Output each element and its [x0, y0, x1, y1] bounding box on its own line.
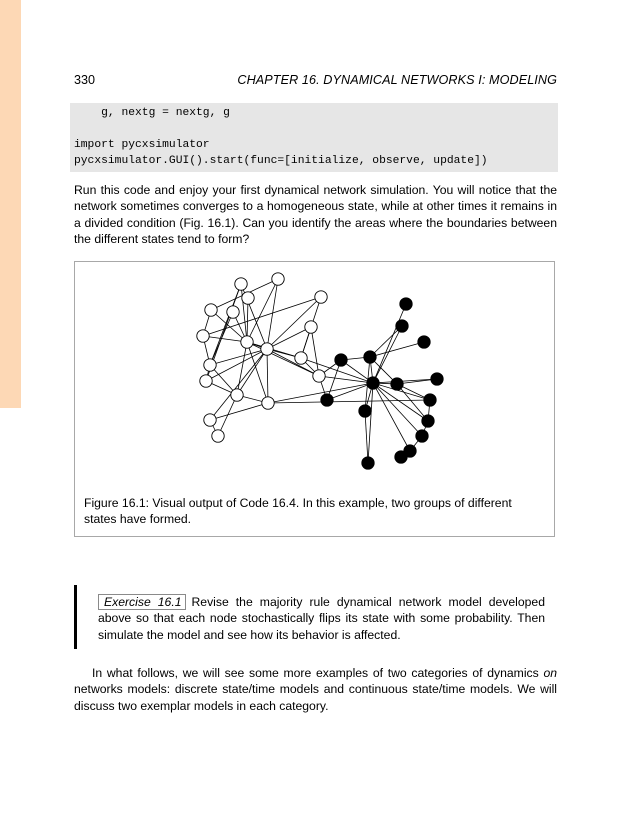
- code-line: pycxsimulator.GUI().start(func=[initialize, observe, update]): [74, 155, 488, 167]
- code-line: import pycxsimulator: [74, 139, 210, 151]
- network-node-white: [204, 414, 216, 426]
- network-node-white: [305, 321, 317, 333]
- network-edge: [247, 342, 319, 376]
- network-node-black: [395, 451, 407, 463]
- exercise-text: Revise the majority rule dynamical network model developed above so that each node stochastically flips its state with some probability. Then simulate the model and see how its behavior is affected.: [98, 595, 545, 642]
- network-edge: [203, 297, 321, 336]
- network-node-white: [313, 370, 325, 382]
- network-node-white: [212, 430, 224, 442]
- network-node-white: [227, 306, 239, 318]
- network-node-white: [241, 336, 253, 348]
- network-node-black: [367, 377, 379, 389]
- network-node-white: [197, 330, 209, 342]
- network-node-black: [321, 394, 333, 406]
- exercise-block: [98, 594, 545, 643]
- network-node-white: [235, 278, 247, 290]
- side-tab: [0, 0, 21, 408]
- network-node-white: [205, 304, 217, 316]
- network-node-black: [335, 354, 347, 366]
- network-node-white: [231, 389, 243, 401]
- network-edge: [267, 327, 311, 349]
- paragraph-text: networks models: discrete state/time models and continuous state/time models. We will discuss two exemplar models in each category.: [74, 682, 557, 713]
- network-edge: [267, 349, 319, 376]
- network-edge: [218, 395, 237, 436]
- page-number: 330: [74, 73, 96, 87]
- code-block: [70, 103, 558, 172]
- network-node-black: [396, 320, 408, 332]
- body-paragraph: Run this code and enjoy your first dynamical network simulation. You will notice that the network sometimes converges to a homogeneous state, while at other times it remains in a divided condition (Fig. 16.1). Can you identify the areas where the boundaries between the different states tend to form?: [74, 183, 557, 247]
- network-edge: [268, 400, 430, 403]
- network-edge: [365, 411, 368, 463]
- network-edge: [373, 379, 437, 383]
- chapter-title: CHAPTER 16. DYNAMICAL NETWORKS I: MODELING: [237, 73, 557, 87]
- page-header: [74, 73, 557, 91]
- figure-caption: Figure 16.1: Visual output of Code 16.4. In this example, two groups of different states have formed.: [84, 496, 512, 527]
- network-node-white: [200, 375, 212, 387]
- network-node-white: [315, 291, 327, 303]
- network-node-black: [422, 415, 434, 427]
- exercise-bar: [74, 585, 77, 649]
- network-node-white: [261, 343, 273, 355]
- exercise-label: Exercise 16.1: [98, 594, 186, 610]
- network-node-white: [295, 352, 307, 364]
- network-edge: [267, 349, 268, 403]
- figure-16-1: [74, 261, 555, 537]
- network-edge: [210, 349, 267, 420]
- network-node-white: [204, 359, 216, 371]
- network-node-black: [418, 336, 430, 348]
- network-diagram: [75, 262, 554, 490]
- network-node-black: [364, 351, 376, 363]
- network-node-black: [391, 378, 403, 390]
- code-line: g, nextg = nextg, g: [74, 107, 230, 119]
- network-edge: [373, 304, 406, 383]
- paragraph-text: In what follows, we will see some more examples of two categories of dynamics: [92, 666, 544, 680]
- network-edge: [203, 336, 247, 342]
- network-node-black: [359, 405, 371, 417]
- network-node-black: [424, 394, 436, 406]
- network-node-white: [272, 273, 284, 285]
- network-edge: [210, 403, 268, 420]
- network-node-black: [431, 373, 443, 385]
- network-node-white: [242, 292, 254, 304]
- network-node-black: [400, 298, 412, 310]
- network-node-white: [262, 397, 274, 409]
- network-node-black: [362, 457, 374, 469]
- network-edge: [210, 312, 233, 365]
- body-paragraph-2: [74, 665, 557, 714]
- network-node-black: [416, 430, 428, 442]
- network-edge: [368, 383, 373, 463]
- emphasis: on: [543, 666, 557, 680]
